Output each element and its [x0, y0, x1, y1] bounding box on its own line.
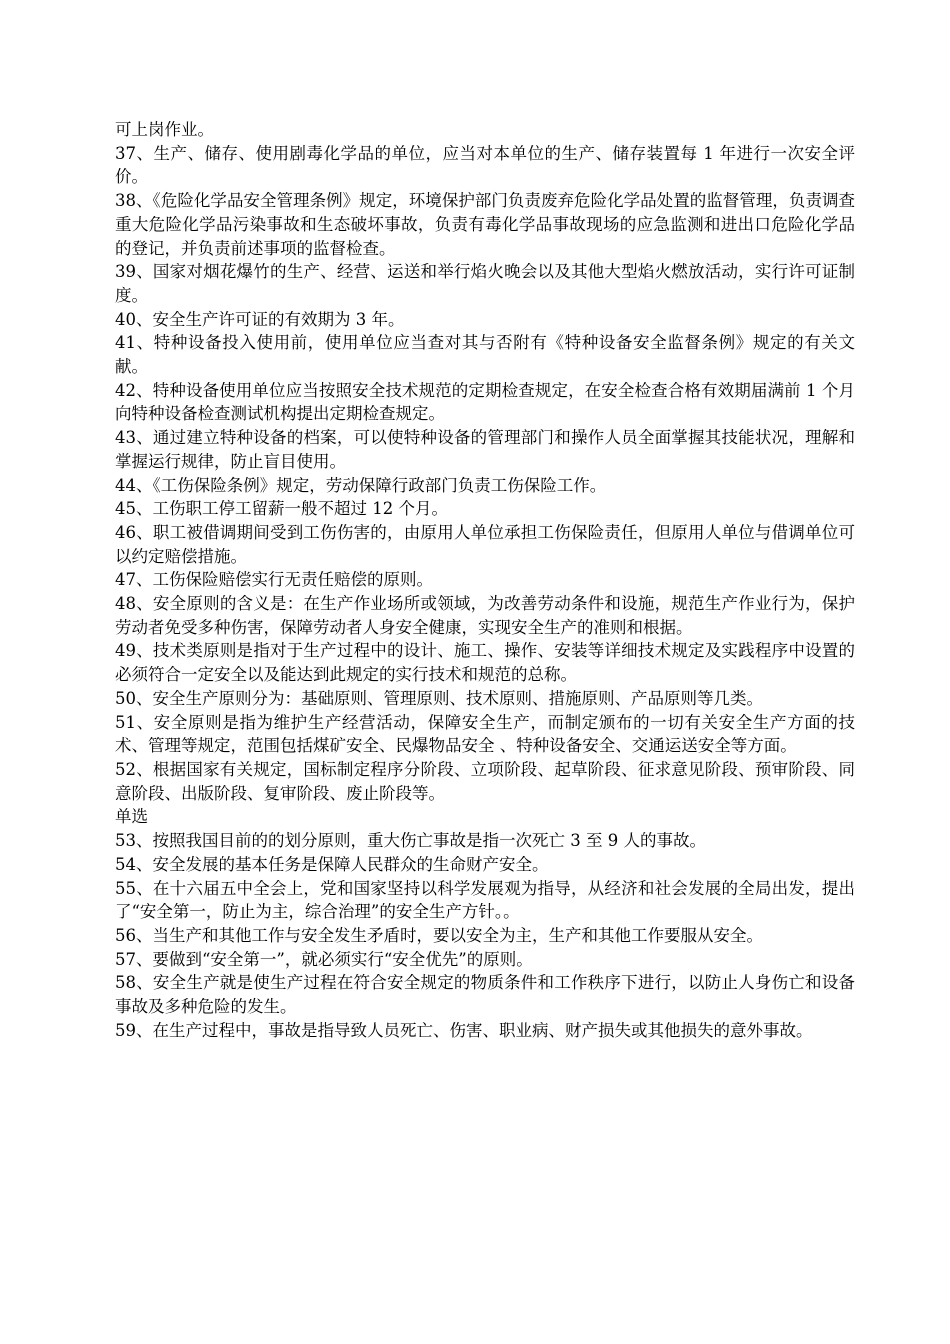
item-50: 50、安全生产原则分为：基础原则、管理原则、技术原则、措施原则、产品原则等几类。: [115, 688, 763, 708]
item-52: 52、根据国家有关规定，国标制定程序分阶段、立项阶段、起草阶段、征求意见阶段、预审阶段、同意阶段、出版阶段、复审阶段、废止阶段等。: [115, 759, 855, 803]
item-40: 40、安全生产许可证的有效期为 3 年。: [115, 309, 405, 329]
item-43: 43、通过建立特种设备的档案，可以使特种设备的管理部门和操作人员全面掌握其技能状况，理解和掌握运行规律，防止盲目使用。: [115, 428, 855, 471]
item-56: 56、当生产和其他工作与安全发生矛盾时，要以安全为主，生产和其他工作要服从安全。: [115, 925, 763, 945]
item-54: 54、安全发展的基本任务是保障人民群众的生命财产安全。: [115, 854, 549, 874]
item-51: 51、安全原则是指为维护生产经营活动，保障安全生产，而制定颁布的一切有关安全生产方面的技术、管理等规定，范围包括煤矿安全、民爆物品安全 、特种设备安全、交通运送安全等方面。: [115, 712, 855, 756]
item-59: 59、在生产过程中，事故是指导致人员死亡、伤害、职业病、财产损失或其他损失的意外事故。: [115, 1020, 813, 1040]
item-48: 48、安全原则的含义是：在生产作业场所或领域，为改善劳动条件和设施，规范生产作业行为，保护劳动者免受多种伤害，保障劳动者人身安全健康，实现安全生产的准则和根据。: [115, 594, 855, 637]
document-page: [115, 118, 855, 1042]
item-46: 46、职工被借调期间受到工伤伤害的，由原用人单位承担工伤保险责任，但原用人单位与借调单位可以约定赔偿措施。: [115, 522, 855, 566]
item-58: 58、安全生产就是使生产过程在符合安全规定的物质条件和工作秩序下进行，以防止人身伤亡和设备事故及多种危险的发生。: [115, 973, 855, 1017]
item-49: 49、技术类原则是指对于生产过程中的设计、施工、操作、安装等详细技术规定及实践程序中设置的必须符合一定安全以及能达到此规定的实行技术和规范的总称。: [115, 641, 855, 685]
item-37: 37、生产、储存、使用剧毒化学品的单位，应当对本单位的生产、储存装置每 1 年进行一次安全评价。: [115, 143, 855, 187]
item-55: 55、在十六届五中全会上，党和国家坚持以科学发展观为指导，从经济和社会发展的全局出发，提出了“安全第一，防止为主，综合治理”的安全生产方针。。: [115, 878, 855, 922]
item-45: 45、工伤职工停工留薪一般不超过 12 个月。: [115, 499, 448, 519]
section-heading-single-choice: 单选: [115, 807, 148, 827]
item-41: 41、特种设备投入使用前，使用单位应当查对其与否附有《特种设备安全监督条例》规定的有关文献。: [115, 333, 855, 377]
item-53: 53、按照我国目前的的划分原则，重大伤亡事故是指一次死亡 3 至 9 人的事故。: [115, 831, 706, 851]
item-44: 44、《工伤保险条例》规定，劳动保障行政部门负责工伤保险工作。: [115, 475, 607, 495]
item-42: 42、特种设备使用单位应当按照安全技术规范的定期检查规定，在安全检查合格有效期届满前 1 个月向特种设备检查测试机构提出定期检查规定。: [115, 380, 855, 424]
item-47: 47、工伤保险赔偿实行无责任赔偿的原则。: [115, 570, 433, 590]
item-39: 39、国家对烟花爆竹的生产、经营、运送和举行焰火晚会以及其他大型焰火燃放活动，实行许可证制度。: [115, 262, 855, 305]
item-57: 57、要做到“安全第一”，就必须实行“安全优先”的原则。: [115, 949, 533, 969]
item-38: 38、《危险化学品安全管理条例》规定，环境保护部门负责废弃危险化学品处置的监督管理，负责调查重大危险化学品污染事故和生态破坏事故，负责有毒化学品事故现场的应急监测和进出口危险化学品的登记，并负责前述事项的监督检查。: [115, 191, 855, 258]
paragraph-continuation: 可上岗作业。: [115, 120, 214, 139]
